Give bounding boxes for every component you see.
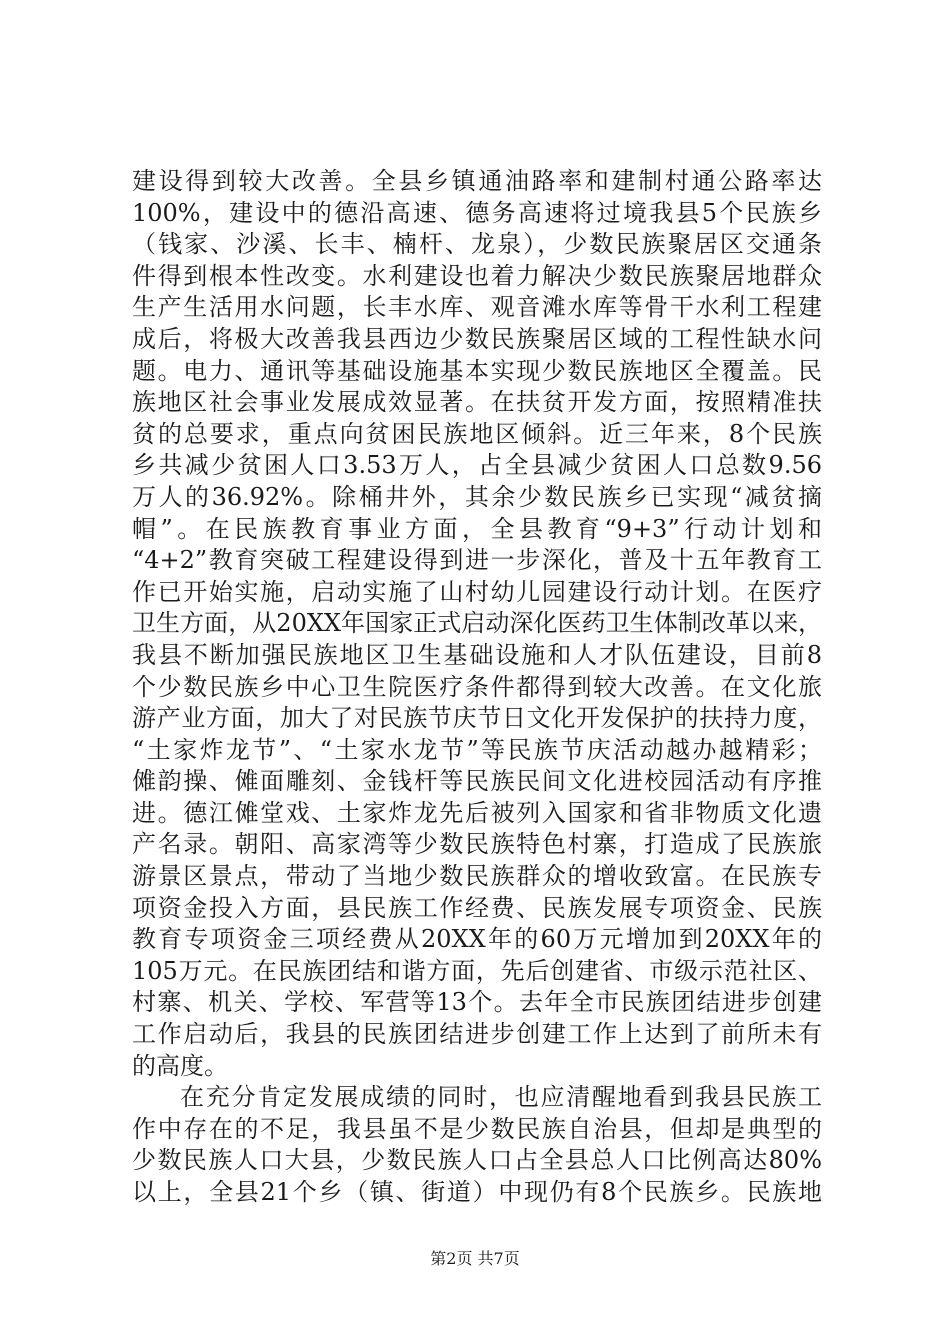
text-line: 作中存在的不足，我县虽不是少数民族自治县，但却是典型的	[132, 1114, 822, 1143]
text-line: 工作启动后，我县的民族团结进步创建工作上达到了前所未有	[132, 1020, 822, 1049]
text-line: 游景区景点，带动了当地少数民族群众的增收致富。在民族专	[132, 862, 822, 891]
text-line: 105万元。在民族团结和谐方面，先后创建省、市级示范社区、	[132, 956, 822, 985]
text-line: 生产生活用水问题，长丰水库、观音滩水库等骨干水利工程建	[132, 293, 822, 322]
text-line: 乡共减少贫困人口3.53万人，占全县减少贫困人口总数9.56	[132, 451, 822, 480]
text-line: 贫的总要求，重点向贫困民族地区倾斜。近三年来，8个民族	[132, 419, 822, 448]
page-footer: 第2页 共7页	[430, 1249, 520, 1268]
text-line: 族地区社会事业发展成效显著。在扶贫开发方面，按照精准扶	[132, 388, 822, 417]
text-line: 以上，全县21个乡（镇、街道）中现仍有8个民族乡。民族地	[132, 1178, 822, 1206]
text-line: 建设得到较大改善。全县乡镇通油路率和建制村通公路率达	[132, 167, 822, 195]
text-line: 教育专项资金三项经费从20XX年的60万元增加到20XX年的	[132, 925, 822, 954]
text-line: 件得到根本性改变。水利建设也着力解决少数民族聚居地群众	[132, 261, 822, 290]
text-line: 进。德江傩堂戏、土家炸龙先后被列入国家和省非物质文化遗	[132, 798, 822, 827]
text-line: 帽”。在民族教育事业方面，全县教育“9+3”行动计划和	[132, 514, 822, 543]
text-line: 游产业方面，加大了对民族节庆节日文化开发保护的扶持力度，	[132, 704, 822, 733]
body-text	[132, 166, 822, 1209]
text-line: 题。电力、通讯等基础设施基本实现少数民族地区全覆盖。民	[132, 356, 822, 385]
text-line: 作已开始实施，启动实施了山村幼儿园建设行动计划。在医疗	[132, 577, 822, 606]
text-line: 傩韵操、傩面雕刻、金钱杆等民族民间文化进校园活动有序推	[132, 767, 822, 796]
text-line: 产名录。朝阳、高家湾等少数民族特色村寨，打造成了民族旅	[132, 830, 822, 859]
text-line: 个少数民族乡中心卫生院医疗条件都得到较大改善。在文化旅	[132, 672, 822, 701]
text-line: 的高度。	[132, 1051, 228, 1080]
text-line: “土家炸龙节”、“土家水龙节”等民族节庆活动越办越精彩；	[132, 735, 822, 764]
text-line: 万人的36.92%。除桶井外，其余少数民族乡已实现“减贫摘	[132, 482, 822, 511]
text-line: 卫生方面，从20XX年国家正式启动深化医药卫生体制改革以来，	[132, 609, 822, 638]
text-line: 在充分肯定发展成绩的同时，也应清醒地看到我县民族工	[180, 1083, 822, 1112]
text-line: 项资金投入方面，县民族工作经费、民族发展专项资金、民族	[132, 893, 822, 922]
text-line: 少数民族人口大县，少数民族人口占全县总人口比例高达80%	[132, 1146, 822, 1175]
text-line: 成后，将极大改善我县西边少数民族聚居区域的工程性缺水问	[132, 324, 822, 353]
text-line: （钱家、沙溪、长丰、楠杆、龙泉），少数民族聚居区交通条	[132, 230, 822, 259]
text-line: 我县不断加强民族地区卫生基础设施和人才队伍建设，目前8	[132, 640, 822, 669]
text-line: “4+2”教育突破工程建设得到进一步深化，普及十五年教育工	[132, 546, 822, 575]
text-line: 村寨、机关、学校、军营等13个。去年全市民族团结进步创建	[132, 988, 822, 1017]
text-line: 100%，建设中的德沿高速、德务高速将过境我县5个民族乡	[132, 198, 822, 227]
